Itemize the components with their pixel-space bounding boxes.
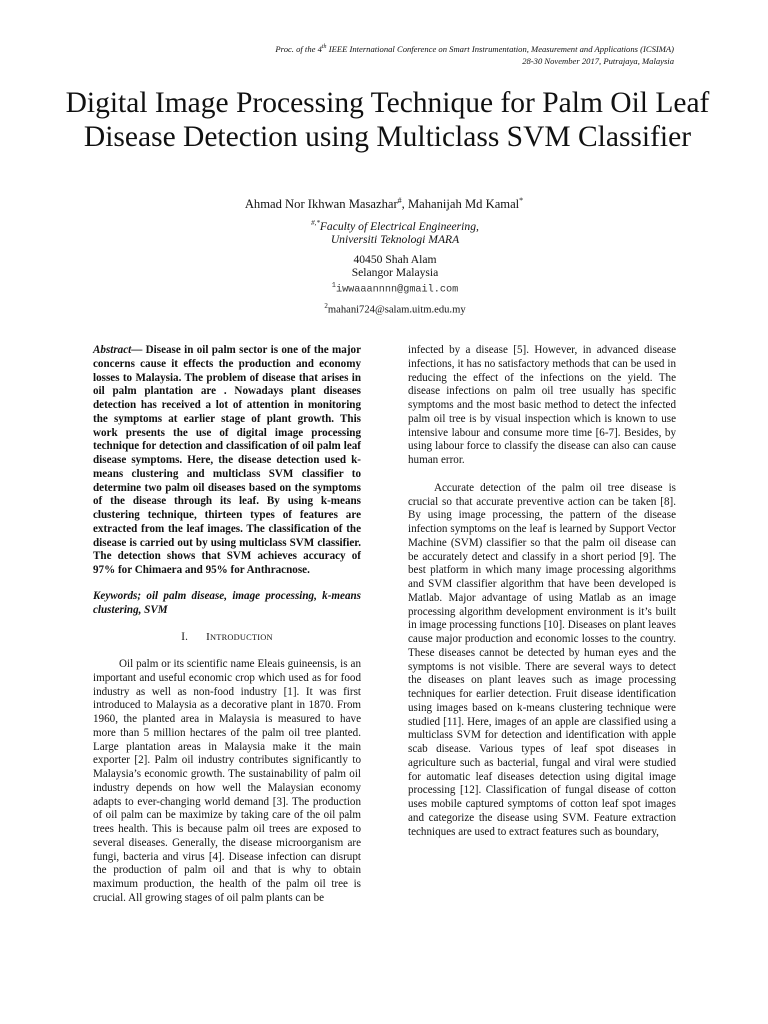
introduction-paragraph-2: infected by a disease [5]. However, in advanced disease infections, it has no satisfactory methods that can be used in reducing the effect of the infections on the yield. The disease infections on palm oil tree usually has specific symptoms and the most basic method to detect the infected palm oil tree is by visual inspection which is known to use intensive labour and consume more time [6-7]. Besides, by using labour force to classify the disease can also can cause human error. [408, 344, 676, 466]
affiliation-university: Universiti Teknologi MARA [330, 233, 460, 247]
affiliation-state: Selangor Malaysia [351, 266, 439, 280]
conference-header-line2: 28-30 November 2017, Putrajaya, Malaysia [522, 55, 674, 66]
conference-header [114, 41, 674, 67]
author-2-email: $^2$mahani724@salam.uitm.edu.my [324, 301, 466, 316]
author-list: Ahmad Nor Ikhwan Masazhar#, Mahanijah Md Kamal* [244, 196, 524, 212]
introduction-paragraph-3: Accurate detection of the palm oil tree disease is crucial so that accurate preventive action can be taken [8]. By using image processing, the pattern of the disease infection symptoms on the leaf is learned by Support Vector Machine (SVM) classifier so that the palm oil disease can be accurately detect and classify in a short period [9]. The best platform in which many image processing algorithms and SVM classifier algorithm that have been developed is Matlab. Major advantage of using Matlab as an image processing algorithm development environment is it’s built in image processing functions [10]. Diseases on plant leaves cause major production and economic losses to the country. These diseases cannot be detected by human eyes and the symptoms is not visible. There are several ways to detect the diseases on plant leaves such as image processing techniques for earlier detection. Fruit disease identification using images based on k-means clustering technique were studied [11]. Here, images of an apple are classified using a multiclass SVM for detection and identification with apple scab disease. Various types of leaf spot diseases in agriculture such as bacterial, fungal and viral were studied for automatic leaf diseases detection using digital image processing [12]. Classification of fungal disease of cotton uses mobile captured symptoms of cotton leaf spot images and categorize the disease using SVM. Feature extraction techniques are used to extract features such as boundary, [408, 481, 676, 838]
left-column [93, 344, 361, 906]
abstract-label: Abstract [93, 344, 132, 356]
affiliation-city: 40450 Shah Alam [353, 252, 437, 266]
paper-title: Digital Image Processing Technique for Palm Oil Leaf Disease Detection using Multiclass SVM Classifier [65, 87, 710, 153]
keywords: Keywords; oil palm disease, image processing, k-means clustering, SVM [93, 589, 361, 616]
affiliation-block [0, 217, 768, 317]
affiliation-faculty: #,*Faculty of Electrical Engineering, [311, 219, 479, 233]
author-2: Mahanijah Md Kamal [407, 197, 520, 212]
abstract: Abstract— Disease in oil palm sector is one of the major concerns cause it effects the production and economy losses to Malaysia. The problem of disease that arises in oil palm plantation are . Nowadays plant diseases detection has received a lot of attention in monitoring the symptoms at earlier stage of plant growth. This work presents the use of digital image processing technique for detection and classification of oil palm leaf disease symptoms. Here, the disease detection used k-means clustering and multiclass SVM classifier to determine two palm oil diseases based on the symptoms of the disease through its leaf. By using k-means clustering technique, thirteen types of features are extracted from the leaf images. The classification of the disease is carried out by using multiclass SVM classifier. The detection shows that SVM achieves accuracy of 97% for Chimaera and 95% for Anthracnose. [93, 344, 361, 576]
right-column [408, 344, 676, 839]
section-heading-introduction: I. INTRODUCTION [181, 631, 273, 644]
conference-header-line1: Proc. of the 4th IEEE International Conference on Smart Instrumentation, Measurement and Applications (ICSIMA) [275, 43, 674, 54]
author-1: Ahmad Nor Ikhwan Masazhar [244, 197, 398, 212]
introduction-paragraph-1: Oil palm or its scientific name Eleais guineensis, is an important and useful economic crop which used as for food industry as well as non-food industry [1]. It was first introduced to Malaysia as a decorative plant in 1870. From 1960, the planted area in Malaysia is measured to have more than 5 million hectares of the palm oil tree planted. Large plantation areas in Malaysia make it the main exporter [2]. Palm oil industry contributes significantly to Malaysia’s economic growth. The sustainability of palm oil industry depends on how well the Malaysian economy adapts to ever-changing world demand [3]. The production of oil palm can be maximize by taking care of the oil palm trees health. This is because palm oil trees are exposed to several diseases. Generally, the disease microorganism are fungi, bacteria and virus [4]. Disease infection can disrupt the production of palm oil and that is why to obtain maximum production, the health of the palm oil tree is crucial. All growing stages of oil palm plants can be [93, 658, 361, 904]
author-1-email: $^1$iwwaaannnn@gmail.com [331, 281, 459, 296]
